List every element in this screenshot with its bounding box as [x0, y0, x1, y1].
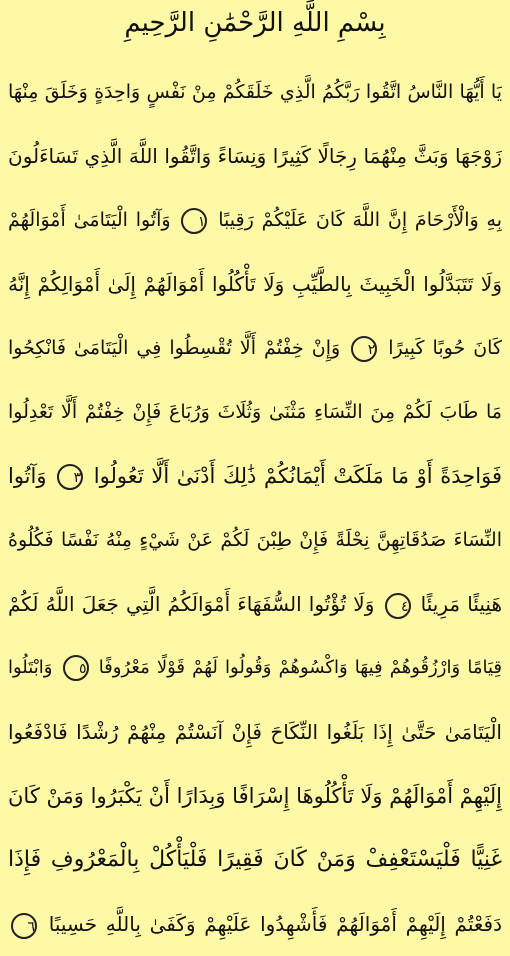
verse-line: [8, 380, 502, 444]
ayah-number-marker: ١: [181, 208, 207, 234]
verse-text: وَلَا تَتَبَدَّلُوا الْخَبِيثَ بِالطَّيِّبِ وَلَا تَأْكُلُوا أَمْوَالَهُمْ إِلَىٰ أَمْوَالِكُمْ إِنَّهُ: [8, 272, 502, 296]
verse-line: [8, 764, 502, 828]
verse-lines: [8, 60, 502, 956]
verse-text: وَآتُوا: [8, 464, 47, 488]
verse-text: زَوْجَهَا وَبَثَّ مِنْهُمَا رِجَالًا كَثِيرًا وَنِسَاءً وَاتَّقُوا اللَّهَ الَّذِي تَسَاءَلُونَ: [8, 144, 502, 168]
verse-line: [8, 892, 502, 956]
ayah-number-marker: ٣: [57, 464, 83, 490]
verse-text: فَوَاحِدَةً أَوْ مَا مَلَكَتْ أَيْمَانُكُمْ ذَٰلِكَ أَدْنَىٰ أَلَّا تَعُولُوا: [93, 464, 502, 488]
verse-line: [8, 508, 502, 572]
verse-line: [8, 828, 502, 892]
ayah-number-marker: ٥: [63, 655, 89, 681]
verse-text: إِلَيْهِمْ أَمْوَالَهُمْ وَلَا تَأْكُلُوهَا إِسْرَافًا وَبِدَارًا أَنْ يَكْبَرُوا وَمَنْ كَانَ: [8, 784, 502, 808]
verse-text: هَنِيئًا مَرِيئًا: [420, 592, 502, 616]
verse-text: وَآتُوا الْيَتَامَىٰ أَمْوَالَهُمْ: [8, 209, 171, 231]
verse-text: بِهِ وَالْأَرْحَامَ إِنَّ اللَّهَ كَانَ عَلَيْكُمْ رَقِيبًا: [218, 209, 502, 231]
verse-text: وَلَا تُؤْتُوا السُّفَهَاءَ أَمْوَالَكُمُ الَّتِي جَعَلَ اللَّهُ لَكُمْ: [8, 592, 375, 616]
verse-line: [8, 60, 502, 124]
verse-line: [8, 316, 502, 380]
verse-line: [8, 636, 502, 700]
verse-text: يَا أَيُّهَا النَّاسُ اتَّقُوا رَبَّكُمُ الَّذِي خَلَقَكُمْ مِنْ نَفْسٍ وَاحِدَةٍ وَخَلَقَ مِنْهَا: [8, 81, 502, 103]
verse-text: كَانَ حُوبًا كَبِيرًا: [388, 337, 502, 359]
verse-text: الْيَتَامَىٰ حَتَّىٰ إِذَا بَلَغُوا النِّكَاحَ فَإِنْ آنَسْتُمْ مِنْهُمْ رُشْدًا فَادْفَعُوا: [8, 720, 502, 744]
verse-text: وَإِنْ خِفْتُمْ أَلَّا تُقْسِطُوا فِي الْيَتَامَىٰ فَانْكِحُوا: [8, 337, 341, 359]
verse-text: دَفَعْتُمْ إِلَيْهِمْ أَمْوَالَهُمْ فَأَشْهِدُوا عَلَيْهِمْ وَكَفَىٰ بِاللَّهِ حَسِيبًا: [48, 912, 502, 936]
ayah-number-marker: ٢: [351, 336, 377, 362]
ayah-number-marker: ٤: [385, 593, 411, 619]
verse-line: [8, 572, 502, 636]
verse-line: [8, 252, 502, 316]
basmala: بِسْمِ اللَّهِ الرَّحْمَٰنِ الرَّحِيمِ: [124, 8, 386, 38]
ayah-number-marker: ٦: [11, 913, 37, 939]
verse-line: [8, 444, 502, 508]
verse-text: النِّسَاءَ صَدُقَاتِهِنَّ نِحْلَةً فَإِنْ طِبْنَ لَكُمْ عَنْ شَيْءٍ مِنْهُ نَفْسًا فَكُلُوهُ: [8, 529, 502, 551]
verse-text: مَا طَابَ لَكُمْ مِنَ النِّسَاءِ مَثْنَىٰ وَثُلَاثَ وَرُبَاعَ فَإِنْ خِفْتُمْ أَلَّا تَعْدِلُوا: [8, 401, 502, 423]
verse-line: [8, 188, 502, 252]
verse-text: وَابْتَلُوا: [8, 657, 53, 678]
verse-text: قِيَامًا وَارْزُقُوهُمْ فِيهَا وَاكْسُوهُمْ وَقُولُوا لَهُمْ قَوْلًا مَعْرُوفًا: [98, 657, 502, 678]
verse-line: [8, 124, 502, 188]
verse-text: غَنِيًّا فَلْيَسْتَعْفِفْ وَمَنْ كَانَ فَقِيرًا فَلْيَأْكُلْ بِالْمَعْرُوفِ فَإِذَا: [8, 847, 502, 872]
verse-line: [8, 700, 502, 764]
